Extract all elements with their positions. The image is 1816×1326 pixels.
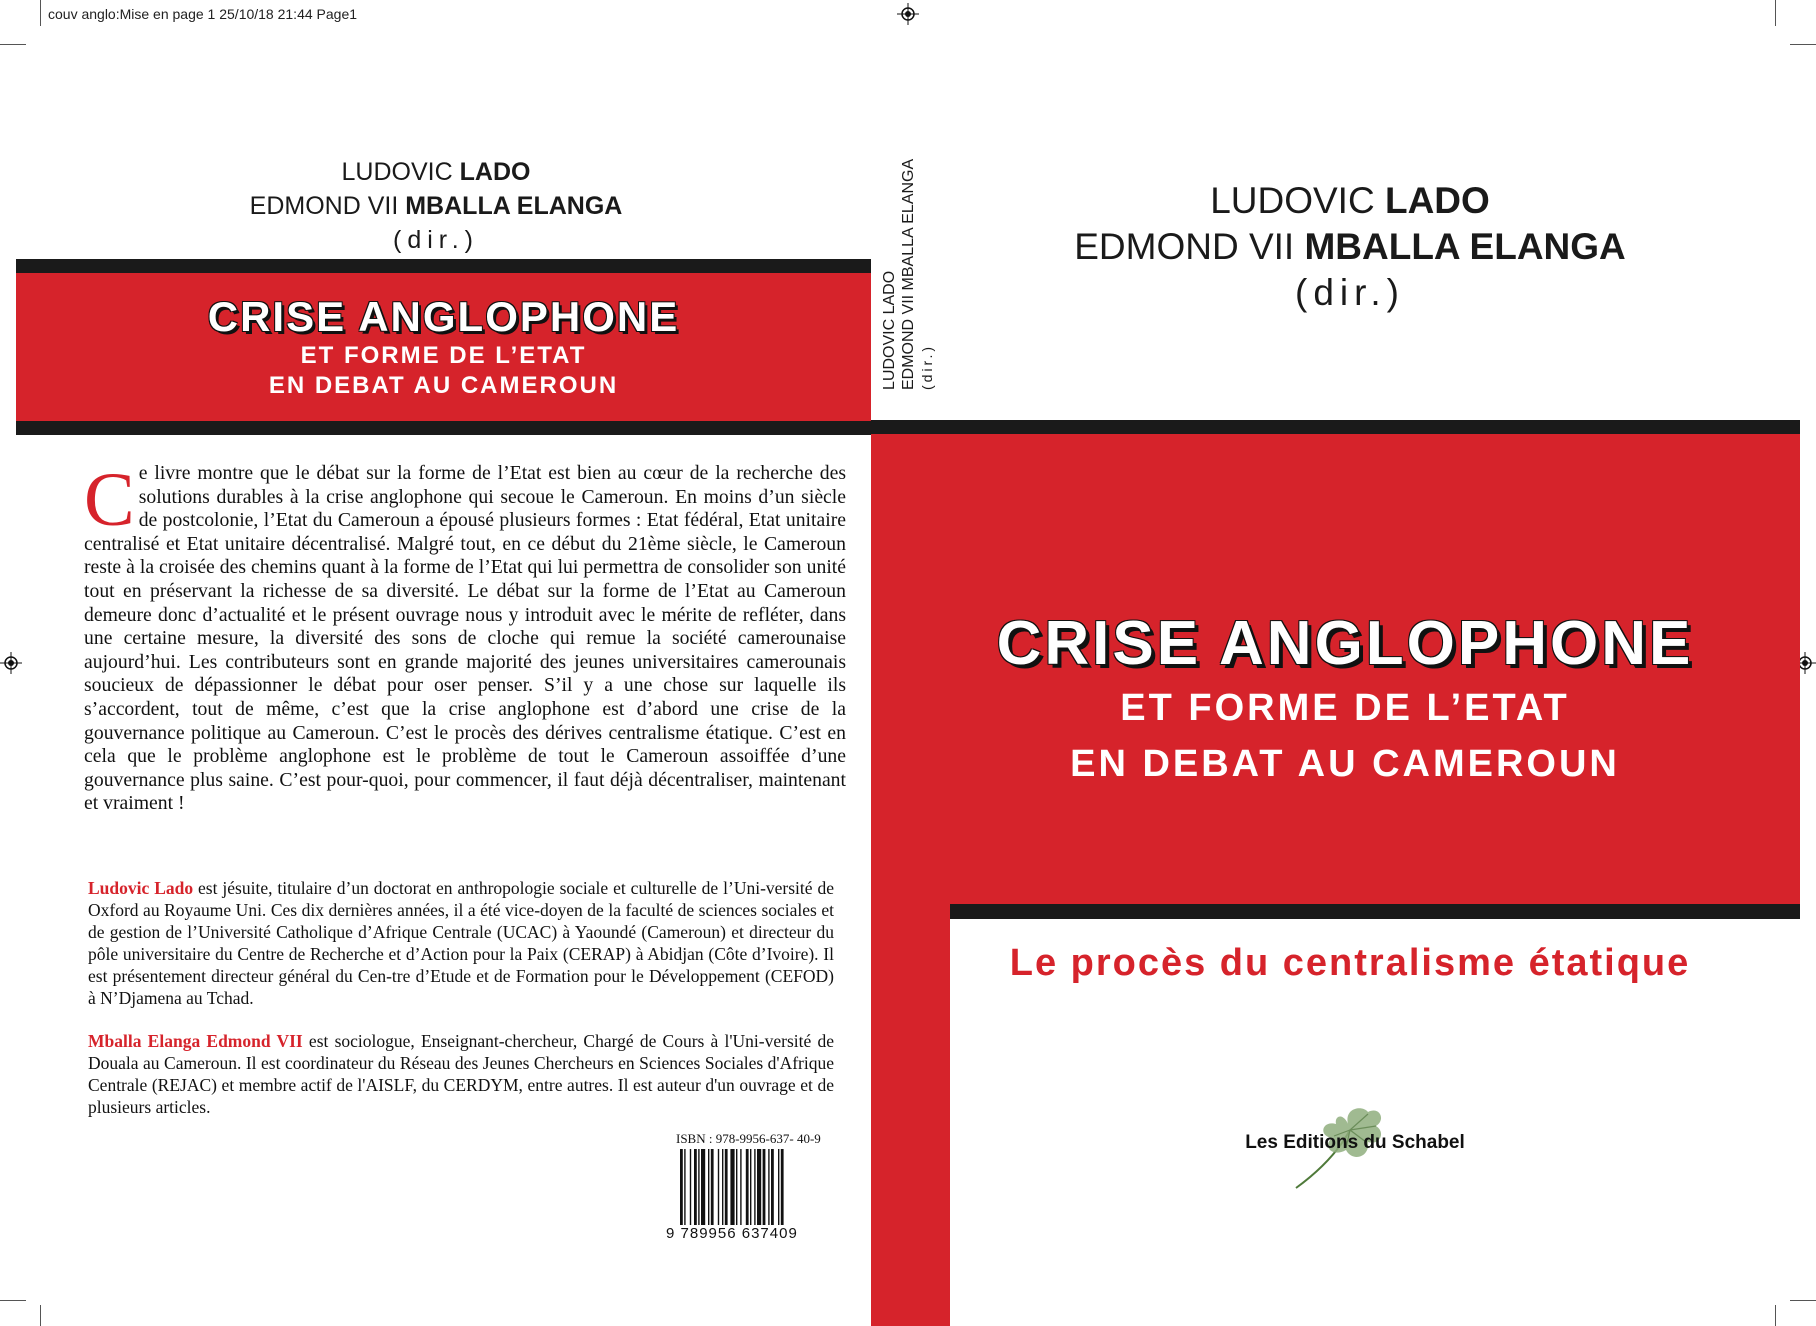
- barcode-bar: [690, 1149, 691, 1231]
- barcode-bar: [763, 1149, 766, 1231]
- barcode-bar: [698, 1149, 699, 1231]
- back-title-sub1: ET FORME DE L’ETAT: [300, 342, 587, 369]
- barcode-bar: [711, 1149, 714, 1231]
- crop-mark: [1790, 1300, 1816, 1301]
- back-author1-last: LADO: [459, 158, 531, 186]
- blurb-text: e livre montre que le débat sur la forme de l’Etat est bien au cœur de la recherche des solutions durables à la crise anglophone qui secoue le Cameroun. En moins d’un siècle de postcolonie, l’Etat du Cameroun a épousé plusieurs formes : Etat fédéral, Etat unitaire centralisé et Etat unitaire décentralisé. Malgré tout, en ce début du 21ème siècle, le Cameroun reste à la croisée des chemins quant à la forme de l’Etat qui lui permettra de consolider son unité tout en préservant la richesse de sa diversité. Le débat sur la forme de l’Etat au Cameroun demeure donc d’actualité et le présent ouvrage nous y introduit avec le mérite de refléter, dans une certaine mesure, la diversité des sons de cloche qui remue la société camerounaise aujourd’hui. Les contributeurs sont en grande majorité des jeunes universitaires camerounais soucieux de dépassionner le débat pour oser penser. S’il y a une chose sur laquelle ils s’accordent, tout de même, c’est que la crise anglophone est d’abord une crise de la gouvernance politique au Cameroun. C’est le procès des dérives centralisme étatique. C’est en cela que le problème anglophone est le problème de tout le Cameroun assoiffée d’une gouvernance plus saine. C’est pour-quoi, pour commencer, il faut déjà décentraliser, maintenant et vraiment !: [84, 462, 846, 815]
- front-black-band: [871, 420, 1800, 434]
- isbn-label: ISBN : 978-9956-637- 40-9: [676, 1131, 821, 1146]
- back-blurb: [84, 458, 846, 816]
- author-bio-mballa: [88, 1030, 834, 1118]
- front-title-block: [960, 608, 1730, 792]
- front-title-sub1: ET FORME DE L’ETAT: [1120, 687, 1570, 729]
- bio1-text: est jésuite, titulaire d’un doctorat en anthropologie sociale et culturelle de l’Uni-versité de Oxford au Royaume Uni. Ces dix dernières années, il a été vice-doyen de la faculté de sciences sociales et de gestion de l’Université Catholique d’Afrique Centrale (UCAC) à Yaoundé (Cameroun) et directeur du pôle universitaire du Centre de Recherche et d’Action pour la Paix (CERAP) à Abidjan (Côte d’Ivoire). Il est présentement directeur général du Cen-tre d’Etude et de Formation pour le Développement (CEFOD) à N’Djamena au Tchad.: [88, 878, 834, 1008]
- barcode-bar: [736, 1149, 737, 1231]
- barcode-bar: [778, 1149, 779, 1231]
- crop-mark: [0, 1300, 26, 1301]
- barcode-bar: [722, 1149, 723, 1231]
- barcode-bar: [768, 1149, 769, 1231]
- barcode-bar: [701, 1149, 705, 1231]
- back-author1-first: LUDOVIC: [341, 158, 453, 186]
- front-title-main: CRISE ANGLOPHONE: [996, 609, 1694, 678]
- barcode-bar: [781, 1149, 784, 1231]
- bio1-name: Ludovic Lado: [88, 878, 194, 898]
- blurb-drop-cap: C: [84, 458, 135, 542]
- barcode-bar: [718, 1149, 719, 1231]
- spine-dir-label: (dir.): [919, 344, 935, 390]
- crop-mark: [0, 44, 26, 45]
- registration-mark-icon: [0, 652, 22, 674]
- barcode-bar: [708, 1149, 709, 1231]
- barcode-bar: [740, 1149, 741, 1231]
- barcode-bar: [746, 1149, 749, 1231]
- back-black-band: [16, 421, 871, 435]
- crop-mark: [40, 1305, 41, 1326]
- spine-author2: EDMOND VII MBALLA ELANGA: [900, 158, 917, 390]
- back-title-sub2: EN DEBAT AU CAMEROUN: [268, 372, 619, 399]
- front-author1-first: LUDOVIC: [1210, 180, 1375, 221]
- crop-mark: [1790, 44, 1816, 45]
- barcode-bar: [750, 1149, 751, 1231]
- front-black-band: [950, 904, 1800, 919]
- front-title-sub2: EN DEBAT AU CAMEROUN: [1070, 743, 1620, 785]
- crop-mark: [40, 0, 41, 26]
- front-subtitle: Le procès du centralisme étatique: [1009, 942, 1691, 984]
- back-title-main: CRISE ANGLOPHONE: [207, 293, 680, 340]
- back-dir-label: (dir.): [393, 226, 479, 254]
- print-slug: couv anglo:Mise en page 1 25/10/18 21:44 Page1: [48, 6, 358, 22]
- spine-authors: [880, 90, 940, 390]
- publisher-name: Les Editions du Schabel: [1245, 1132, 1465, 1153]
- barcode-bar: [680, 1149, 683, 1231]
- front-authors: [950, 178, 1750, 316]
- barcode-bar: [730, 1149, 734, 1231]
- crop-mark: [1775, 1305, 1776, 1326]
- barcode-bar: [684, 1149, 685, 1231]
- back-authors: [16, 155, 856, 257]
- back-author2-first: EDMOND VII: [249, 192, 399, 220]
- spine-author1: LUDOVIC LADO: [881, 270, 898, 390]
- barcode-digits: 9 789956 637409: [666, 1225, 838, 1242]
- back-title-block: [16, 293, 871, 401]
- front-author1-last: LADO: [1384, 180, 1490, 221]
- barcode-bar: [771, 1149, 774, 1231]
- barcode-bar: [754, 1149, 755, 1231]
- front-dir-label: (dir.): [1295, 272, 1405, 313]
- front-author2-last: MBALLA ELANGA: [1304, 226, 1626, 267]
- bio2-text: est sociologue, Enseignant-chercheur, Chargé de Cours à l'Uni-versité de Douala au Cameroun. Il est coordinateur du Réseau des Jeunes Chercheurs en Sciences Sociales d'Afrique Centrale (REJAC) et membre actif de l'AISLF, du CERDYM, entre autres. Il est auteur d'un ouvrage et de plusieurs articles.: [88, 1031, 834, 1117]
- back-black-band: [16, 259, 871, 273]
- barcode-bar: [757, 1149, 761, 1231]
- crop-mark: [1775, 0, 1776, 26]
- registration-mark-icon: [897, 3, 919, 25]
- back-author2-last: MBALLA ELANGA: [405, 192, 623, 220]
- author-bio-lado: [88, 877, 834, 1009]
- barcode-bar: [725, 1149, 728, 1231]
- bio2-name: Mballa Elanga Edmond VII: [88, 1031, 303, 1051]
- front-author2-first: EDMOND VII: [1074, 226, 1295, 267]
- barcode-bar: [694, 1149, 697, 1231]
